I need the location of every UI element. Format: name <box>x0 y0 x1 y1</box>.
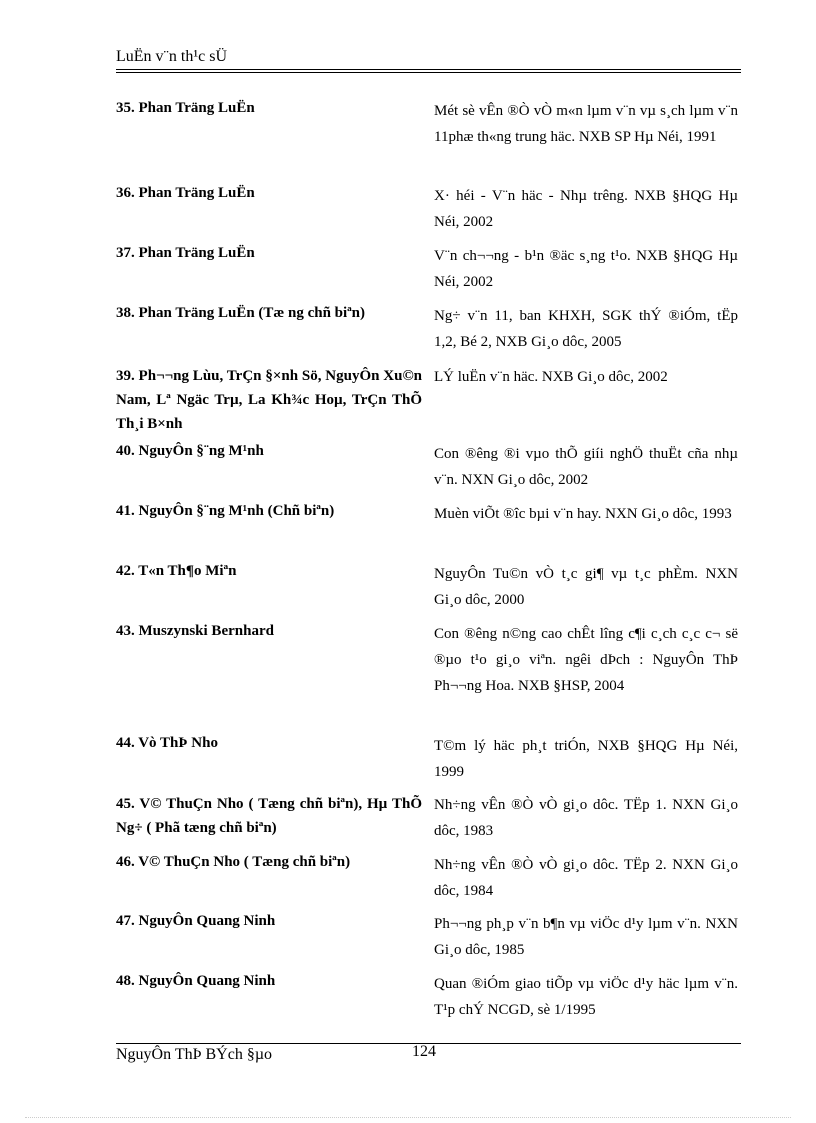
reference-author: 41. NguyÔn §¨ng M¹nh (Chñ biªn) <box>116 503 335 519</box>
reference-author: 46. V© ThuÇn Nho ( Tæng chñ biªn) <box>116 854 351 870</box>
footer-author: NguyÔn ThÞ BÝch §µo <box>116 1046 273 1063</box>
reference-author: 45. V© ThuÇn Nho ( Tæng chñ biªn), Hµ ThÕ Ng÷ ( Phã tæng chñ biªn) <box>116 796 422 836</box>
reference-author: 39. Ph¬¬ng Lùu, TrÇn §×nh Sö, NguyÔn Xu©n Nam, Lª Ngäc Trµ, La Kh¾c Hoµ, TrÇn ThÕ Th¸i B×nh <box>116 368 422 432</box>
reference-work: X· héi - V¨n häc - Nhµ trêng. NXB §HQG Hµ Néi, 2002 <box>434 188 738 230</box>
reference-author: 37. Phan Träng LuËn <box>116 245 255 261</box>
reference-work: Nh÷ng vÊn ®Ò vÒ gi¸o dôc. TËp 1. NXN Gi¸o dôc, 1983 <box>434 797 738 839</box>
reference-work: V¨n ch¬¬ng - b¹n ®äc s¸ng t¹o. NXB §HQG Hµ Néi, 2002 <box>434 248 738 290</box>
reference-work: Con ®êng n©ng cao chÊt lîng c¶i c¸ch c¸c c¬ së ®µo t¹o gi¸o viªn. ngêi dÞch : NguyÔn ThÞ Ph¬¬ng Hoa. NXB §HSP, 2004 <box>434 626 738 694</box>
reference-author: 47. NguyÔn Quang Ninh <box>116 913 276 929</box>
page-header-title: LuËn v¨n th¹c sÜ <box>116 48 227 65</box>
reference-work: Muèn viÕt ®îc bµi v¨n hay. NXN Gi¸o dôc, 1993 <box>434 506 732 522</box>
header-rule-lower <box>116 72 741 73</box>
reference-work: Con ®êng ®i vµo thÕ giíi nghÖ thuËt cña nhµ v¨n. NXN Gi¸o dôc, 2002 <box>434 446 738 488</box>
reference-author: 35. Phan Träng LuËn <box>116 100 255 116</box>
reference-work: LÝ luËn v¨n häc. NXB Gi¸o dôc, 2002 <box>434 369 668 385</box>
reference-work: NguyÔn Tu©n vÒ t¸c gi¶ vµ t¸c phÈm. NXN Gi¸o dôc, 2000 <box>434 566 738 608</box>
reference-author: 42. T«n Th¶o Miªn <box>116 563 237 579</box>
page-number: 124 <box>412 1043 436 1060</box>
reference-author: 44. Vò ThÞ Nho <box>116 735 218 751</box>
header-rule-upper <box>116 69 741 70</box>
reference-work: Nh÷ng vÊn ®Ò vÒ gi¸o dôc. TËp 2. NXN Gi¸o dôc, 1984 <box>434 857 738 899</box>
reference-work: Ph¬¬ng ph¸p v¨n b¶n vµ viÖc d¹y lµm v¨n. NXN Gi¸o dôc, 1985 <box>434 916 738 958</box>
reference-author: 40. NguyÔn §¨ng M¹nh <box>116 443 264 459</box>
reference-author: 48. NguyÔn Quang Ninh <box>116 973 276 989</box>
reference-author: 43. Muszynski Bernhard <box>116 623 274 639</box>
reference-work: T©m lý häc ph¸t triÓn, NXB §HQG Hµ Néi, 1999 <box>434 738 738 780</box>
reference-work: Mét sè vÊn ®Ò vÒ m«n lµm v¨n vµ s¸ch lµm v¨n 11phæ th«ng trung häc. NXB SP Hµ Néi, 1991 <box>434 103 738 145</box>
reference-work: Quan ®iÓm giao tiÕp vµ viÖc d¹y häc lµm v¨n. T¹p chÝ NCGD, sè 1/1995 <box>434 976 738 1018</box>
reference-author: 38. Phan Träng LuËn (Tæ ng chñ biªn) <box>116 305 366 321</box>
reference-author: 36. Phan Träng LuËn <box>116 185 255 201</box>
reference-work: Ng÷ v¨n 11, ban KHXH, SGK thÝ ®iÓm, tËp 1,2, Bé 2, NXB Gi¸o dôc, 2005 <box>434 308 738 350</box>
page-edge-dotted-line <box>25 1117 791 1118</box>
